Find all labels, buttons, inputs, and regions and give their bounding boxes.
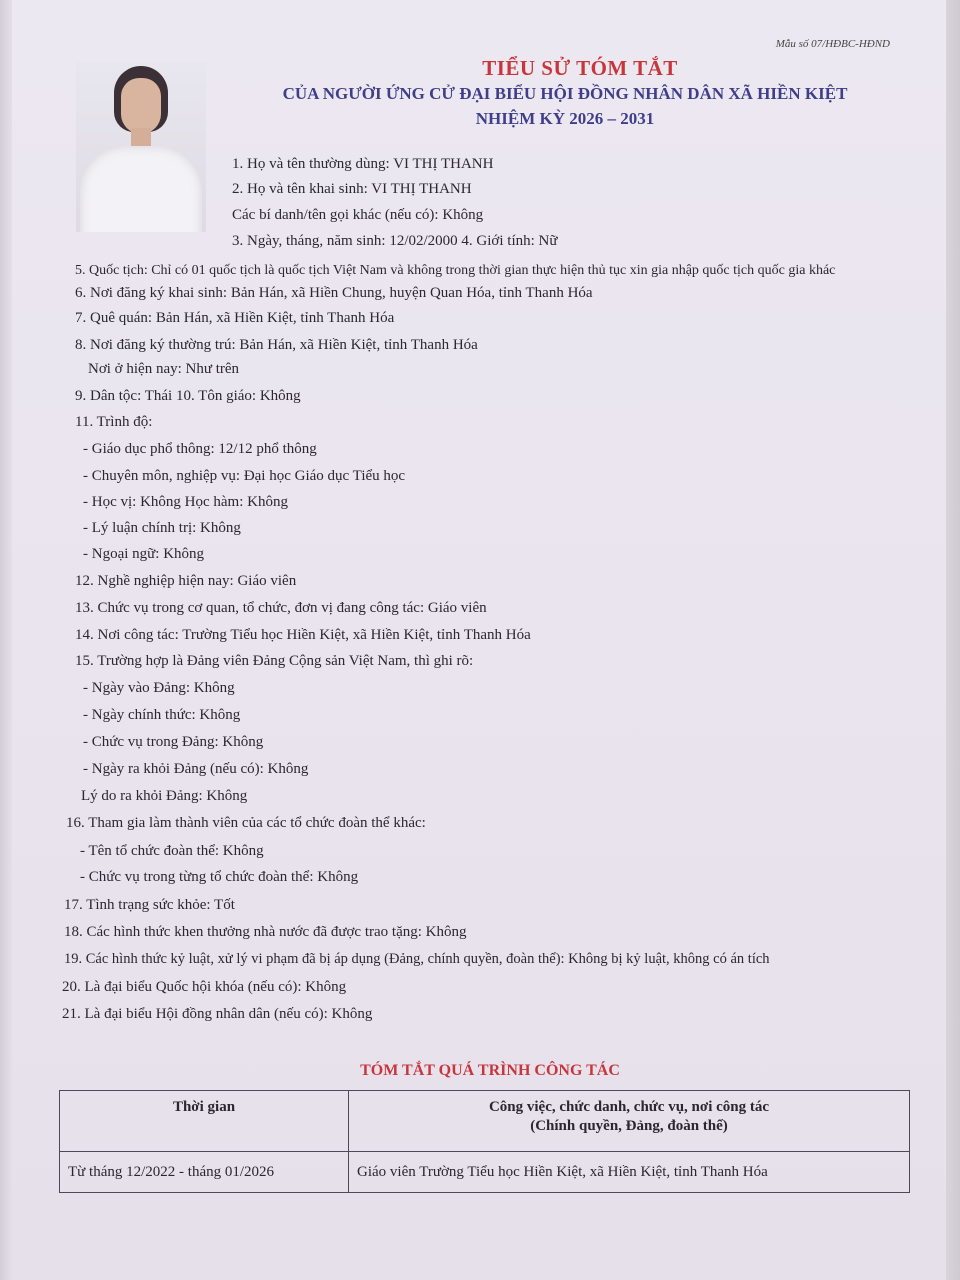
field-current-residence: Nơi ở hiện nay: Như trên — [88, 361, 240, 377]
field-aliases: Các bí danh/tên gọi khác (nếu có): Không — [232, 207, 484, 223]
field-birthdate-gender: 3. Ngày, tháng, năm sinh: 12/02/2000 4. Giới tính: Nữ — [232, 233, 558, 249]
photo-shirt — [80, 146, 202, 232]
work-history-title: TÓM TẮT QUÁ TRÌNH CÔNG TÁC — [360, 1062, 620, 1079]
field-organization-position: - Chức vụ trong từng tổ chức đoàn thể: Không — [80, 869, 359, 885]
field-party-leave-date: - Ngày ra khỏi Đảng (nếu có): Không — [83, 761, 309, 777]
field-party-join-date: - Ngày vào Đảng: Không — [83, 680, 235, 696]
table-header-row — [60, 1091, 910, 1152]
field-occupation: 12. Nghề nghiệp hiện nay: Giáo viên — [75, 573, 297, 589]
form-code: Mẫu số 07/HĐBC-HĐND — [775, 38, 890, 50]
header-work-line2: (Chính quyền, Đảng, đoàn thể) — [530, 1118, 728, 1134]
field-party-official-date: - Ngày chính thức: Không — [83, 707, 241, 723]
field-awards: 18. Các hình thức khen thưởng nhà nước đã được trao tặng: Không — [64, 924, 467, 940]
header-work-line1: Công việc, chức danh, chức vụ, nơi công tác — [488, 1099, 770, 1115]
field-organizations-heading: 16. Tham gia làm thành viên của các tổ chức đoàn thể khác: — [66, 815, 426, 831]
field-permanent-residence: 8. Nơi đăng ký thường trú: Bản Hán, xã Hiền Kiệt, tỉnh Thanh Hóa — [75, 337, 478, 353]
field-professional: - Chuyên môn, nghiệp vụ: Đại học Giáo dục Tiểu học — [83, 468, 406, 484]
work-history-table — [59, 1090, 910, 1193]
field-education-heading: 11. Trình độ: — [75, 414, 153, 430]
field-ethnicity-religion: 9. Dân tộc: Thái 10. Tôn giáo: Không — [75, 388, 301, 404]
field-party-heading: 15. Trường hợp là Đảng viên Đảng Cộng sản Việt Nam, thì ghi rõ: — [75, 653, 474, 669]
field-workplace: 14. Nơi công tác: Trường Tiểu học Hiền Kiệt, xã Hiền Kiệt, tỉnh Thanh Hóa — [75, 627, 531, 643]
document-term: NHIỆM KỲ 2026 – 2031 — [475, 109, 655, 128]
field-political-theory: - Lý luận chính trị: Không — [83, 520, 241, 536]
field-peoples-council: 21. Là đại biểu Hội đồng nhân dân (nếu có): Không — [62, 1006, 373, 1022]
field-party-leave-reason: Lý do ra khỏi Đảng: Không — [81, 788, 248, 804]
field-nationality: 5. Quốc tịch: Chỉ có 01 quốc tịch là quốc tịch Việt Nam và không trong thời gian thực hiện thủ tục xin gia nhập quốc tịch quốc gia khác — [75, 263, 836, 278]
field-discipline: 19. Các hình thức kỷ luật, xử lý vi phạm đã bị áp dụng (Đảng, chính quyền, đoàn thể): Không bị kỷ luật, không có án tích — [64, 951, 770, 967]
field-general-education: - Giáo dục phổ thông: 12/12 phổ thông — [83, 441, 317, 457]
paper-edge-right — [946, 0, 960, 1280]
row-time: Từ tháng 12/2022 - tháng 01/2026 — [60, 1152, 349, 1193]
field-health: 17. Tình trạng sức khỏe: Tốt — [64, 897, 235, 913]
field-degree-title: - Học vị: Không Học hàm: Không — [83, 494, 288, 510]
field-birth-registration: 6. Nơi đăng ký khai sinh: Bản Hán, xã Hiền Chung, huyện Quan Hóa, tỉnh Thanh Hóa — [75, 285, 593, 301]
field-common-name: 1. Họ và tên thường dùng: VI THỊ THANH — [232, 156, 494, 172]
header-time: Thời gian — [60, 1091, 349, 1152]
candidate-photo — [76, 62, 206, 232]
field-position: 13. Chức vụ trong cơ quan, tổ chức, đơn vị đang công tác: Giáo viên — [75, 600, 487, 616]
photo-face — [121, 78, 161, 134]
field-foreign-language: - Ngoại ngữ: Không — [83, 546, 205, 562]
document-title: TIỂU SỬ TÓM TẮT — [482, 56, 678, 80]
field-hometown: 7. Quê quán: Bản Hán, xã Hiền Kiệt, tỉnh Thanh Hóa — [75, 310, 395, 326]
header-work — [349, 1091, 910, 1152]
field-organization-name: - Tên tổ chức đoàn thể: Không — [80, 843, 264, 859]
document-subtitle: CỦA NGƯỜI ỨNG CỬ ĐẠI BIỂU HỘI ĐỒNG NHÂN DÂN XÃ HIỀN KIỆT — [282, 84, 848, 103]
field-national-assembly: 20. Là đại biểu Quốc hội khóa (nếu có): Không — [62, 979, 347, 995]
row-work: Giáo viên Trường Tiểu học Hiền Kiệt, xã Hiền Kiệt, tỉnh Thanh Hóa — [349, 1152, 910, 1193]
table-row — [60, 1152, 910, 1193]
paper-edge-left — [0, 0, 12, 1280]
field-birth-name: 2. Họ và tên khai sinh: VI THỊ THANH — [232, 181, 472, 197]
field-party-position: - Chức vụ trong Đảng: Không — [83, 734, 264, 750]
